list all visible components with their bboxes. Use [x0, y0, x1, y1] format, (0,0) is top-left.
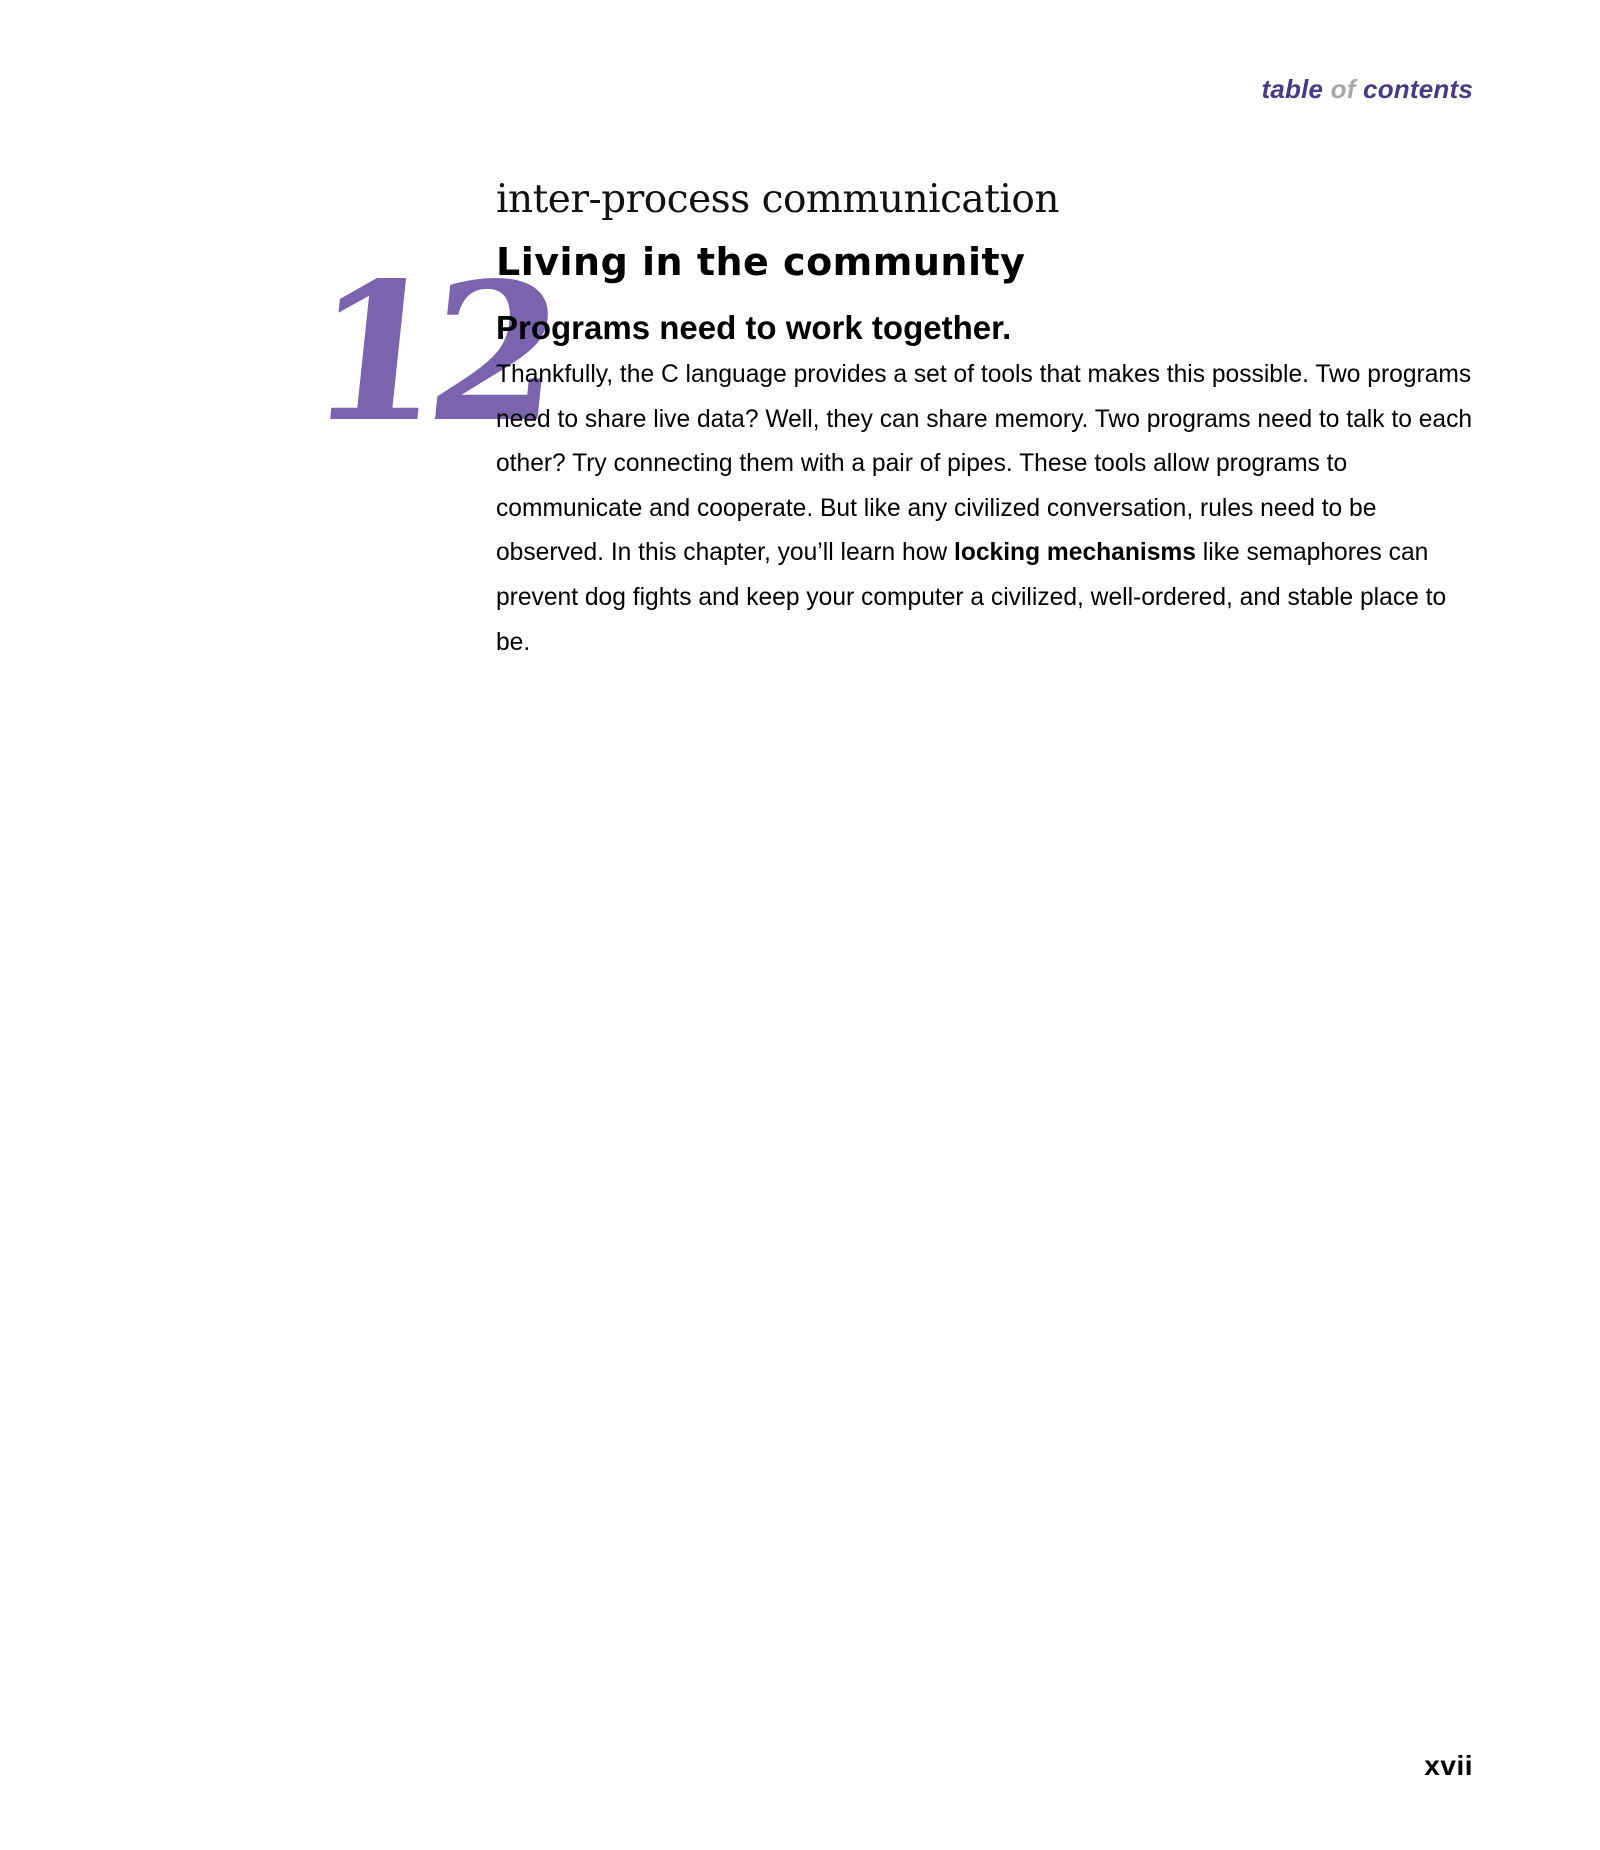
page-number: xvii	[1424, 1750, 1473, 1781]
description-text-end: like semaphores can prevent dog fights and keep your computer a civilized, well-ordered, and stable place to be.	[496, 539, 1447, 656]
chapter-subtitle: Programs need to work together.	[496, 309, 1012, 346]
running-head-contents: contents	[1363, 74, 1473, 104]
chapter-entry	[496, 172, 1481, 665]
running-head	[1262, 74, 1473, 105]
description-text-start: Thankfully, the C language provides a set of tools that makes this possible. Two programs need to share live data? Well, they can share memory. Two programs need to talk to each other? Try connecting them with a pair of pipes. These tools allow programs to communicate and cooperate. But like any civilized conversation, rules need to be observed. In this chapter, you’ll learn how	[496, 361, 1473, 567]
running-head-table: table	[1261, 74, 1324, 104]
chapter-number: 12	[299, 241, 560, 464]
running-head-of: of	[1330, 74, 1356, 104]
chapter-description	[496, 353, 1481, 665]
chapter-kicker: inter-process communication	[496, 177, 1059, 222]
description-bold-term: locking mechanisms	[954, 539, 1196, 567]
chapter-title: Living in the community	[496, 240, 1026, 284]
